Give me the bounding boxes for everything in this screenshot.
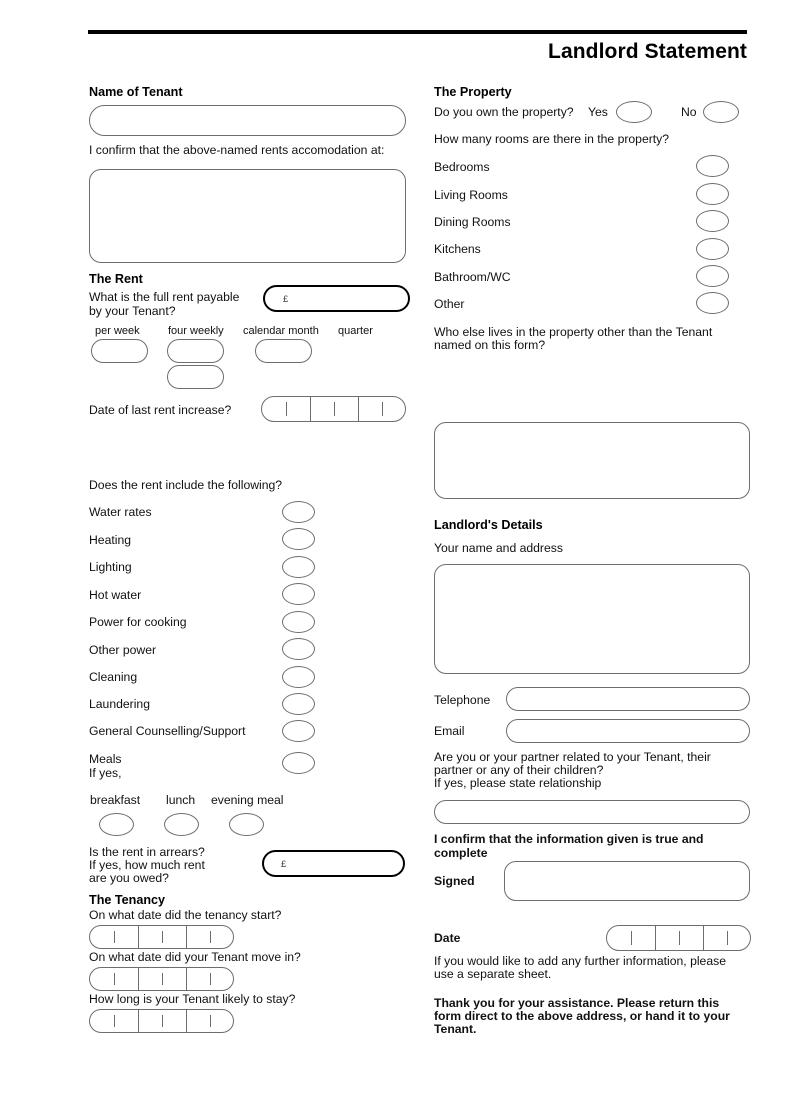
declaration-further-info-line2: use a separate sheet. [434, 967, 552, 981]
landlord-email-label: Email [434, 724, 465, 738]
rent-include-label-water-rates: Water rates [89, 505, 152, 519]
tenancy-start-date-input[interactable] [89, 925, 234, 949]
property-room-count-dining-rooms[interactable] [696, 210, 729, 232]
rent-include-label-lighting: Lighting [89, 560, 132, 574]
meal-option-label-lunch: lunch [166, 793, 196, 807]
rent-last-increase-date-input[interactable] [261, 396, 406, 422]
tenancy-stay-duration-input[interactable] [89, 1009, 234, 1033]
landlord-section-heading: Landlord's Details [434, 518, 543, 532]
rent-arrears-line3: are you owed? [89, 871, 169, 885]
rent-section-heading: The Rent [89, 272, 143, 286]
rent-include-label-meals: Meals [89, 752, 122, 766]
declaration-confirm-line2: complete [434, 846, 488, 860]
property-room-count-living-rooms[interactable] [696, 183, 729, 205]
meal-option-label-breakfast: breakfast [90, 793, 141, 807]
rent-include-label-other-power: Other power [89, 643, 157, 657]
property-own-no-label: No [681, 105, 697, 119]
property-room-count-kitchens[interactable] [696, 238, 729, 260]
rent-include-checkbox-heating[interactable] [282, 528, 315, 550]
rent-frequency-label-four-weekly: four weekly [168, 325, 224, 337]
rent-question-line1: What is the full rent payable [89, 290, 240, 304]
declaration-date-input[interactable] [606, 925, 751, 951]
property-occupants-input[interactable] [434, 422, 750, 499]
landlord-related-line1: Are you or your partner related to your Tenant, their [434, 750, 711, 764]
landlord-related-line3: If yes, please state relationship [434, 776, 602, 790]
property-room-label-living-rooms: Living Rooms [434, 188, 508, 202]
rent-include-checkbox-meals[interactable] [282, 752, 315, 774]
property-own-question: Do you own the property? [434, 105, 574, 119]
tenancy-section-heading: The Tenancy [89, 893, 166, 907]
header-rule [88, 30, 747, 34]
meal-option-checkbox-lunch[interactable] [164, 813, 199, 836]
declaration-thanks-line1: Thank you for your assistance. Please return this [434, 996, 720, 1010]
tenant-name-input[interactable] [89, 105, 406, 136]
landlord-telephone-input[interactable] [506, 687, 750, 711]
landlord-email-input[interactable] [506, 719, 750, 743]
property-room-label-kitchens: Kitchens [434, 242, 481, 256]
rent-question-line2: by your Tenant? [89, 304, 176, 318]
property-own-yes-label: Yes [588, 105, 608, 119]
rent-meals-if-yes-text: If yes, [89, 766, 122, 780]
property-room-label-bathroom-wc: Bathroom/WC [434, 270, 511, 284]
property-occupants-line2: named on this form? [434, 338, 546, 352]
rent-include-checkbox-cleaning[interactable] [282, 666, 315, 688]
declaration-signed-input[interactable] [504, 861, 750, 901]
meal-option-label-evening-meal: evening meal [211, 793, 284, 807]
property-room-count-bedrooms[interactable] [696, 155, 729, 177]
rent-include-label-general-counselling-support: General Counselling/Support [89, 724, 246, 738]
tenancy-start-label: On what date did the tenancy start? [89, 908, 282, 922]
rent-last-increase-label: Date of last rent increase? [89, 403, 232, 417]
rent-include-label-power-for-cooking: Power for cooking [89, 615, 187, 629]
rent-include-checkbox-power-for-cooking[interactable] [282, 611, 315, 633]
landlord-name-address-label: Your name and address [434, 541, 563, 555]
landlord-related-line2: partner or any of their children? [434, 763, 604, 777]
rent-include-label-heating: Heating [89, 533, 132, 547]
rent-include-checkbox-other-power[interactable] [282, 638, 315, 660]
rent-frequency-label-per-week: per week [95, 325, 140, 337]
landlord-name-address-input[interactable] [434, 564, 750, 674]
declaration-thanks-line3: Tenant. [434, 1022, 477, 1036]
declaration-thanks-line2: form direct to the above address, or hand it to your [434, 1009, 730, 1023]
rent-include-label-laundering: Laundering [89, 697, 150, 711]
rent-include-label-cleaning: Cleaning [89, 670, 138, 684]
meal-option-checkbox-breakfast[interactable] [99, 813, 134, 836]
property-room-count-other[interactable] [696, 292, 729, 314]
rent-include-label-hot-water: Hot water [89, 588, 142, 602]
rent-include-checkbox-lighting[interactable] [282, 556, 315, 578]
tenant-address-input[interactable] [89, 169, 406, 263]
rent-frequency-option-quarter[interactable] [167, 365, 224, 389]
meal-option-checkbox-evening-meal[interactable] [229, 813, 264, 836]
property-section-heading: The Property [434, 85, 512, 99]
rent-frequency-option-calendar-month[interactable] [255, 339, 312, 363]
tenancy-movein-label: On what date did your Tenant move in? [89, 950, 301, 964]
property-room-label-bedrooms: Bedrooms [434, 160, 490, 174]
rent-frequency-label-quarter: quarter [338, 325, 373, 337]
tenancy-movein-date-input[interactable] [89, 967, 234, 991]
declaration-further-info-line1: If you would like to add any further information, please [434, 954, 726, 968]
property-rooms-question: How many rooms are there in the property? [434, 132, 670, 146]
declaration-confirm-line1: I confirm that the information given is true and [434, 832, 704, 846]
rent-include-checkbox-hot-water[interactable] [282, 583, 315, 605]
rent-include-checkbox-laundering[interactable] [282, 693, 315, 715]
landlord-relationship-input[interactable] [434, 800, 750, 824]
property-own-no-checkbox[interactable] [703, 101, 739, 123]
property-room-count-bathroom-wc[interactable] [696, 265, 729, 287]
property-own-yes-checkbox[interactable] [616, 101, 652, 123]
rent-currency-symbol: £ [283, 294, 289, 305]
property-room-label-other: Other [434, 297, 465, 311]
tenancy-stay-label: How long is your Tenant likely to stay? [89, 992, 296, 1006]
declaration-signed-label: Signed [434, 874, 475, 888]
rent-arrears-line1: Is the rent in arrears? [89, 845, 205, 859]
tenant-confirm-text: I confirm that the above-named rents accomodation at: [89, 143, 385, 157]
rent-arrears-line2: If yes, how much rent [89, 858, 205, 872]
tenant-section-heading: Name of Tenant [89, 85, 183, 99]
property-room-label-dining-rooms: Dining Rooms [434, 215, 511, 229]
declaration-date-label: Date [434, 931, 461, 945]
rent-frequency-label-calendar-month: calendar month [243, 325, 319, 337]
landlord-telephone-label: Telephone [434, 693, 491, 707]
rent-frequency-option-four-weekly[interactable] [167, 339, 224, 363]
rent-include-checkbox-water-rates[interactable] [282, 501, 315, 523]
property-occupants-line1: Who else lives in the property other than the Tenant [434, 325, 713, 339]
rent-includes-question: Does the rent include the following? [89, 478, 283, 492]
page-title: Landlord Statement [548, 40, 747, 63]
rent-arrears-currency-symbol: £ [281, 859, 287, 870]
rent-frequency-option-per-week[interactable] [91, 339, 148, 363]
rent-include-checkbox-general-counselling-support[interactable] [282, 720, 315, 742]
